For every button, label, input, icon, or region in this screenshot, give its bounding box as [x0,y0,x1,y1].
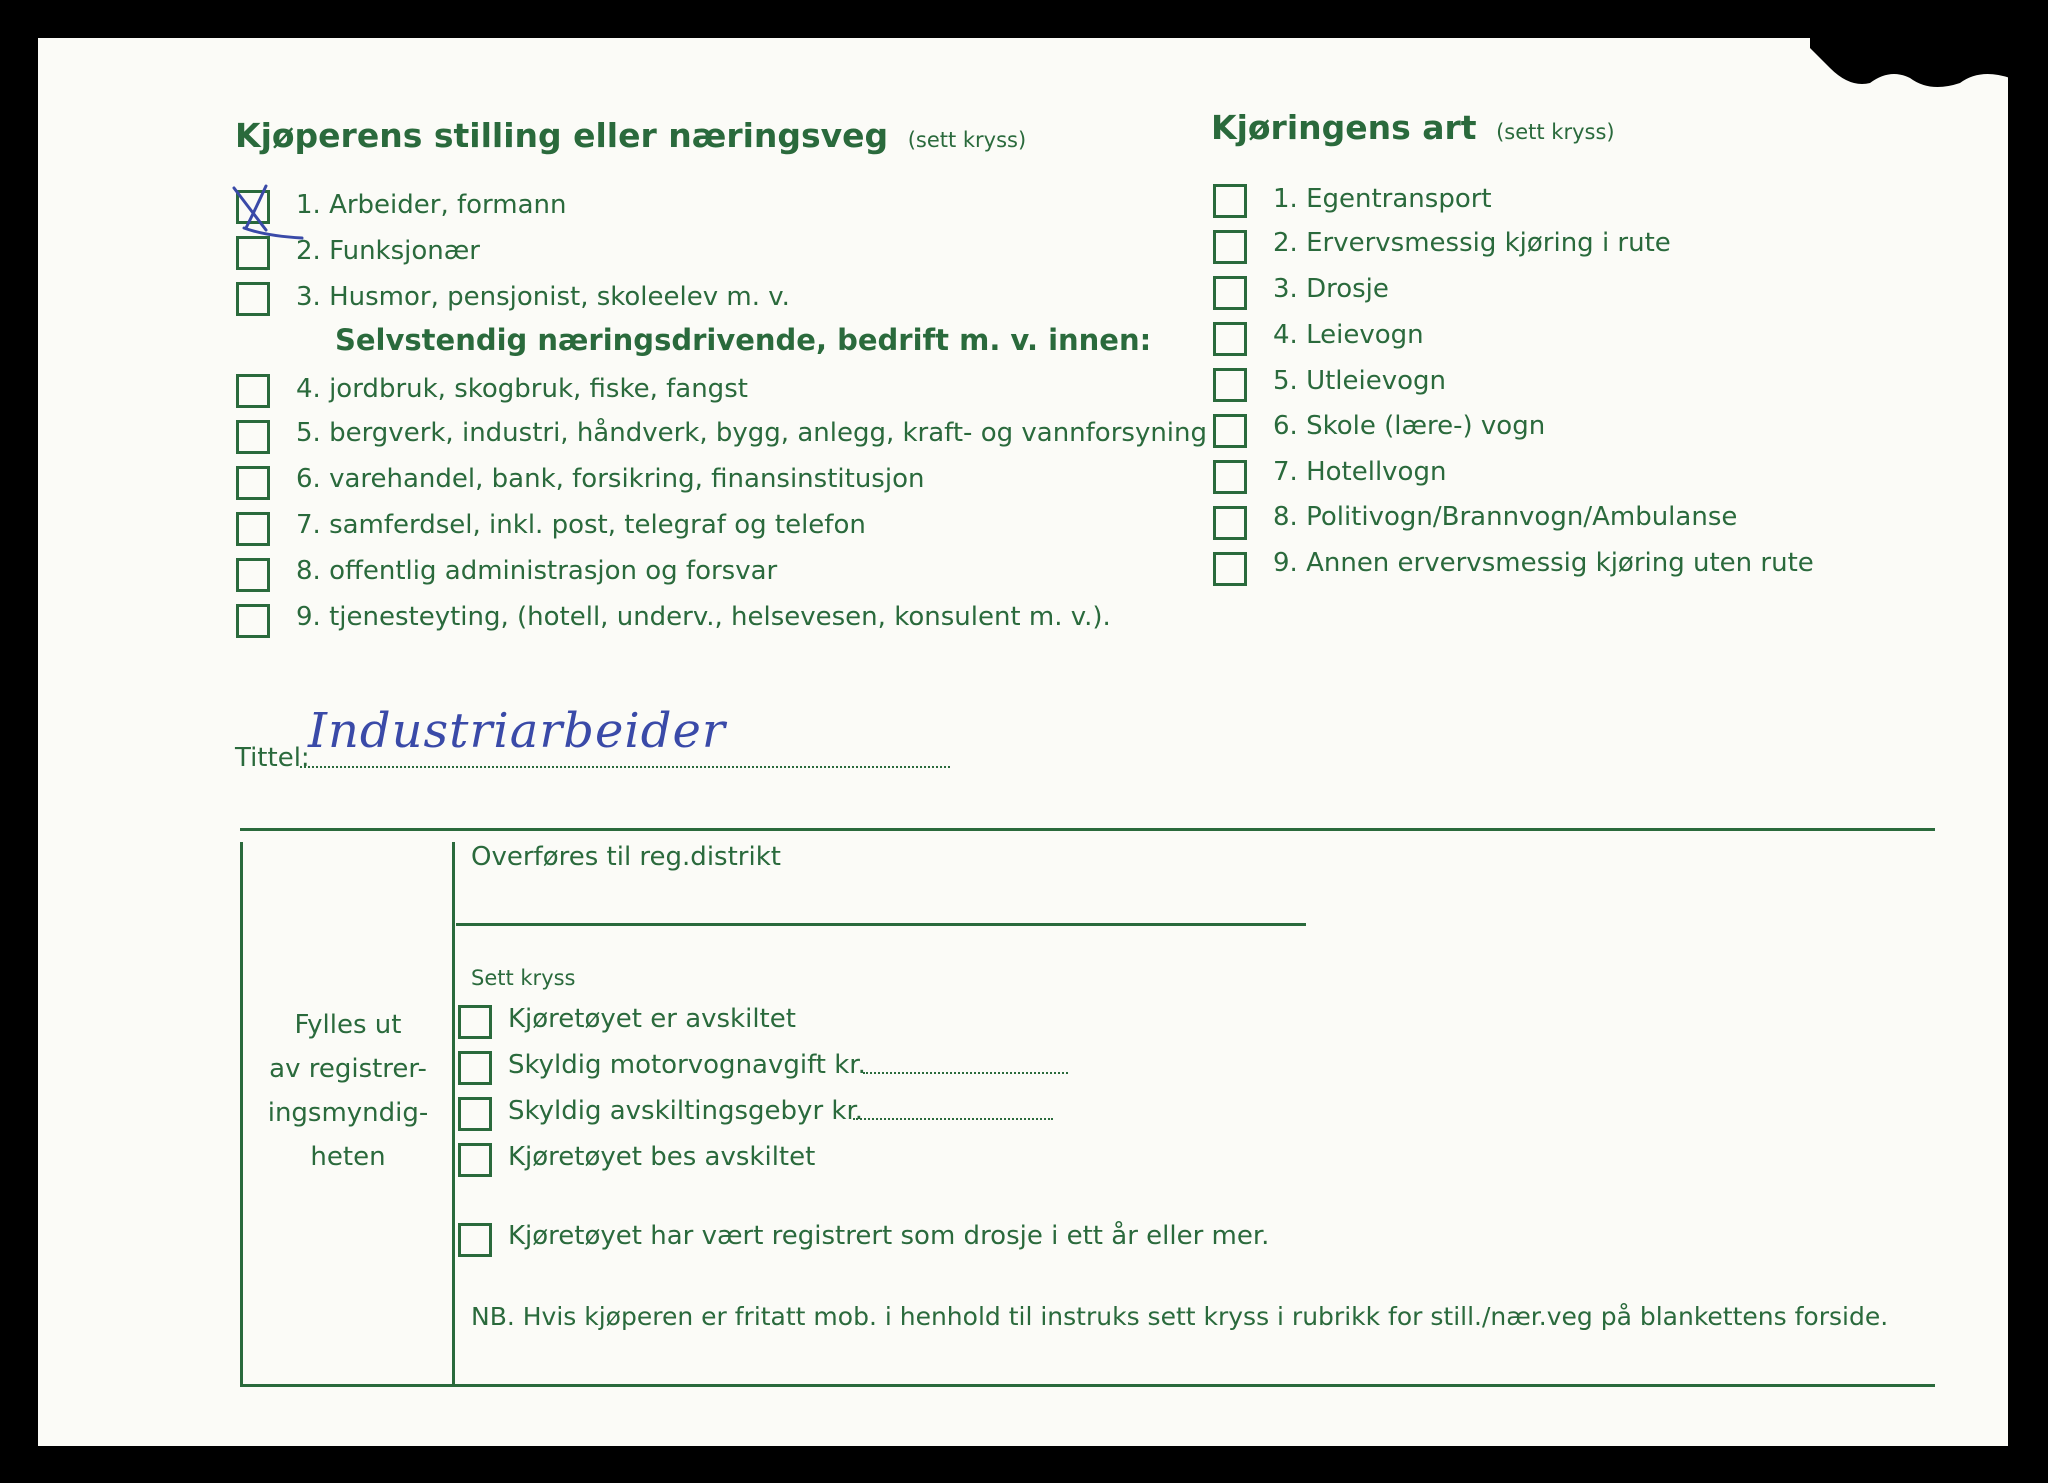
left-heading-text: Kjøperens stilling eller næringsveg [235,116,889,155]
sidebar-line-3: ingsmyndig- [267,1098,429,1128]
check-label-drosje-ett-ar: Kjøretøyet har vært registrert som drosje i ett år eller mer. [508,1221,1270,1251]
checkbox-leievogn[interactable] [1213,322,1247,356]
check-label-bes-avskiltet: Kjøretøyet bes avskiltet [508,1142,816,1172]
check-label-avskiltet: Kjøretøyet er avskiltet [508,1004,796,1034]
checkbox-offentlig[interactable] [236,558,270,592]
checkbox-skolevogn[interactable] [1213,414,1247,448]
checkbox-bergverk[interactable] [236,420,270,454]
check-label-motorvognavgift: Skyldig motorvognavgift kr. [508,1050,866,1080]
item-label-annen: 9. Annen ervervsmessig kjøring uten rute [1273,548,1814,578]
checkbox-drosje[interactable] [1213,276,1247,310]
checkbox-egentransport[interactable] [1213,184,1247,218]
item-label-skolevogn: 6. Skole (lære-) vogn [1273,411,1546,441]
handwritten-check-mark [226,178,316,278]
checkbox-jordbruk[interactable] [236,374,270,408]
item-label-husmor: 3. Husmor, pensjonist, skoleelev m. v. [296,282,790,312]
item-label-hotellvogn: 7. Hotellvogn [1273,457,1447,487]
checkbox-samferdsel[interactable] [236,512,270,546]
checkbox-avskiltingsgebyr[interactable] [458,1097,492,1131]
registry-left-rule [240,842,243,1386]
item-label-jordbruk: 4. jordbruk, skogbruk, fiske, fangst [296,374,748,404]
title-dotted-line [300,766,950,768]
item-label-varehandel: 6. varehandel, bank, forsikring, finansinstitusjon [296,464,925,494]
motorvognavgift-amount-line[interactable] [863,1072,1068,1074]
left-heading-note: (sett kryss) [907,128,1027,152]
item-label-arbeider: 1. Arbeider, formann [296,190,567,220]
checkbox-annen[interactable] [1213,552,1247,586]
sidebar-line-2: av registrer- [269,1054,427,1084]
checkbox-avskiltet[interactable] [458,1005,492,1039]
right-heading [1211,108,1615,147]
checkbox-politivogn[interactable] [1213,506,1247,540]
item-label-utleievogn: 5. Utleievogn [1273,366,1447,396]
item-label-leievogn: 4. Leievogn [1273,320,1424,350]
item-label-offentlig: 8. offentlig administrasjon og forsvar [296,556,778,586]
checkbox-drosje-ett-ar[interactable] [458,1223,492,1257]
transfer-line[interactable] [456,923,1306,926]
left-heading [235,116,1026,155]
item-label-funksjonaer: 2. Funksjonær [296,236,480,266]
check-note: Sett kryss [471,966,576,990]
checkbox-tjenesteyting[interactable] [236,604,270,638]
checkbox-motorvognavgift[interactable] [458,1051,492,1085]
checkbox-varehandel[interactable] [236,466,270,500]
item-label-politivogn: 8. Politivogn/Brannvogn/Ambulanse [1273,502,1738,532]
title-label: Tittel: [235,743,310,773]
item-label-egentransport: 1. Egentransport [1273,184,1492,214]
item-label-samferdsel: 7. samferdsel, inkl. post, telegraf og telefon [296,510,866,540]
check-label-avskiltingsgebyr: Skyldig avskiltingsgebyr kr. [508,1096,864,1126]
checkbox-hotellvogn[interactable] [1213,460,1247,494]
sidebar-line-4: heten [310,1142,386,1172]
registry-sidebar [248,1003,448,1179]
form-sheet [38,38,2008,1446]
registry-bottom-rule [240,1384,1935,1387]
right-heading-note: (sett kryss) [1496,120,1615,144]
nb-note: NB. Hvis kjøperen er fritatt mob. i henhold til instruks sett kryss i rubrikk for still./nær.veg på blankettens forside. [471,1302,1889,1331]
item-label-drosje: 3. Drosje [1273,274,1389,304]
torn-corner [1810,38,2010,98]
item-label-bergverk: 5. bergverk, industri, håndverk, bygg, anlegg, kraft- og vannforsyning [296,418,1208,448]
right-heading-text: Kjøringens art [1211,108,1477,147]
registry-divider [452,842,455,1386]
item-label-rute: 2. Ervervsmessig kjøring i rute [1273,228,1671,258]
sidebar-line-1: Fylles ut [294,1010,402,1040]
checkbox-bes-avskiltet[interactable] [458,1143,492,1177]
registry-top-rule [240,828,1935,831]
handwritten-title[interactable]: Industriarbeider [308,703,726,759]
checkbox-husmor[interactable] [236,282,270,316]
self-employed-subheading: Selvstendig næringsdrivende, bedrift m. v. innen: [335,323,1152,357]
checkbox-utleievogn[interactable] [1213,368,1247,402]
avskiltingsgebyr-amount-line[interactable] [853,1118,1053,1120]
transfer-label: Overføres til reg.distrikt [471,842,781,872]
checkbox-rute[interactable] [1213,230,1247,264]
item-label-tjenesteyting: 9. tjenesteyting, (hotell, underv., helsevesen, konsulent m. v.). [296,602,1111,632]
